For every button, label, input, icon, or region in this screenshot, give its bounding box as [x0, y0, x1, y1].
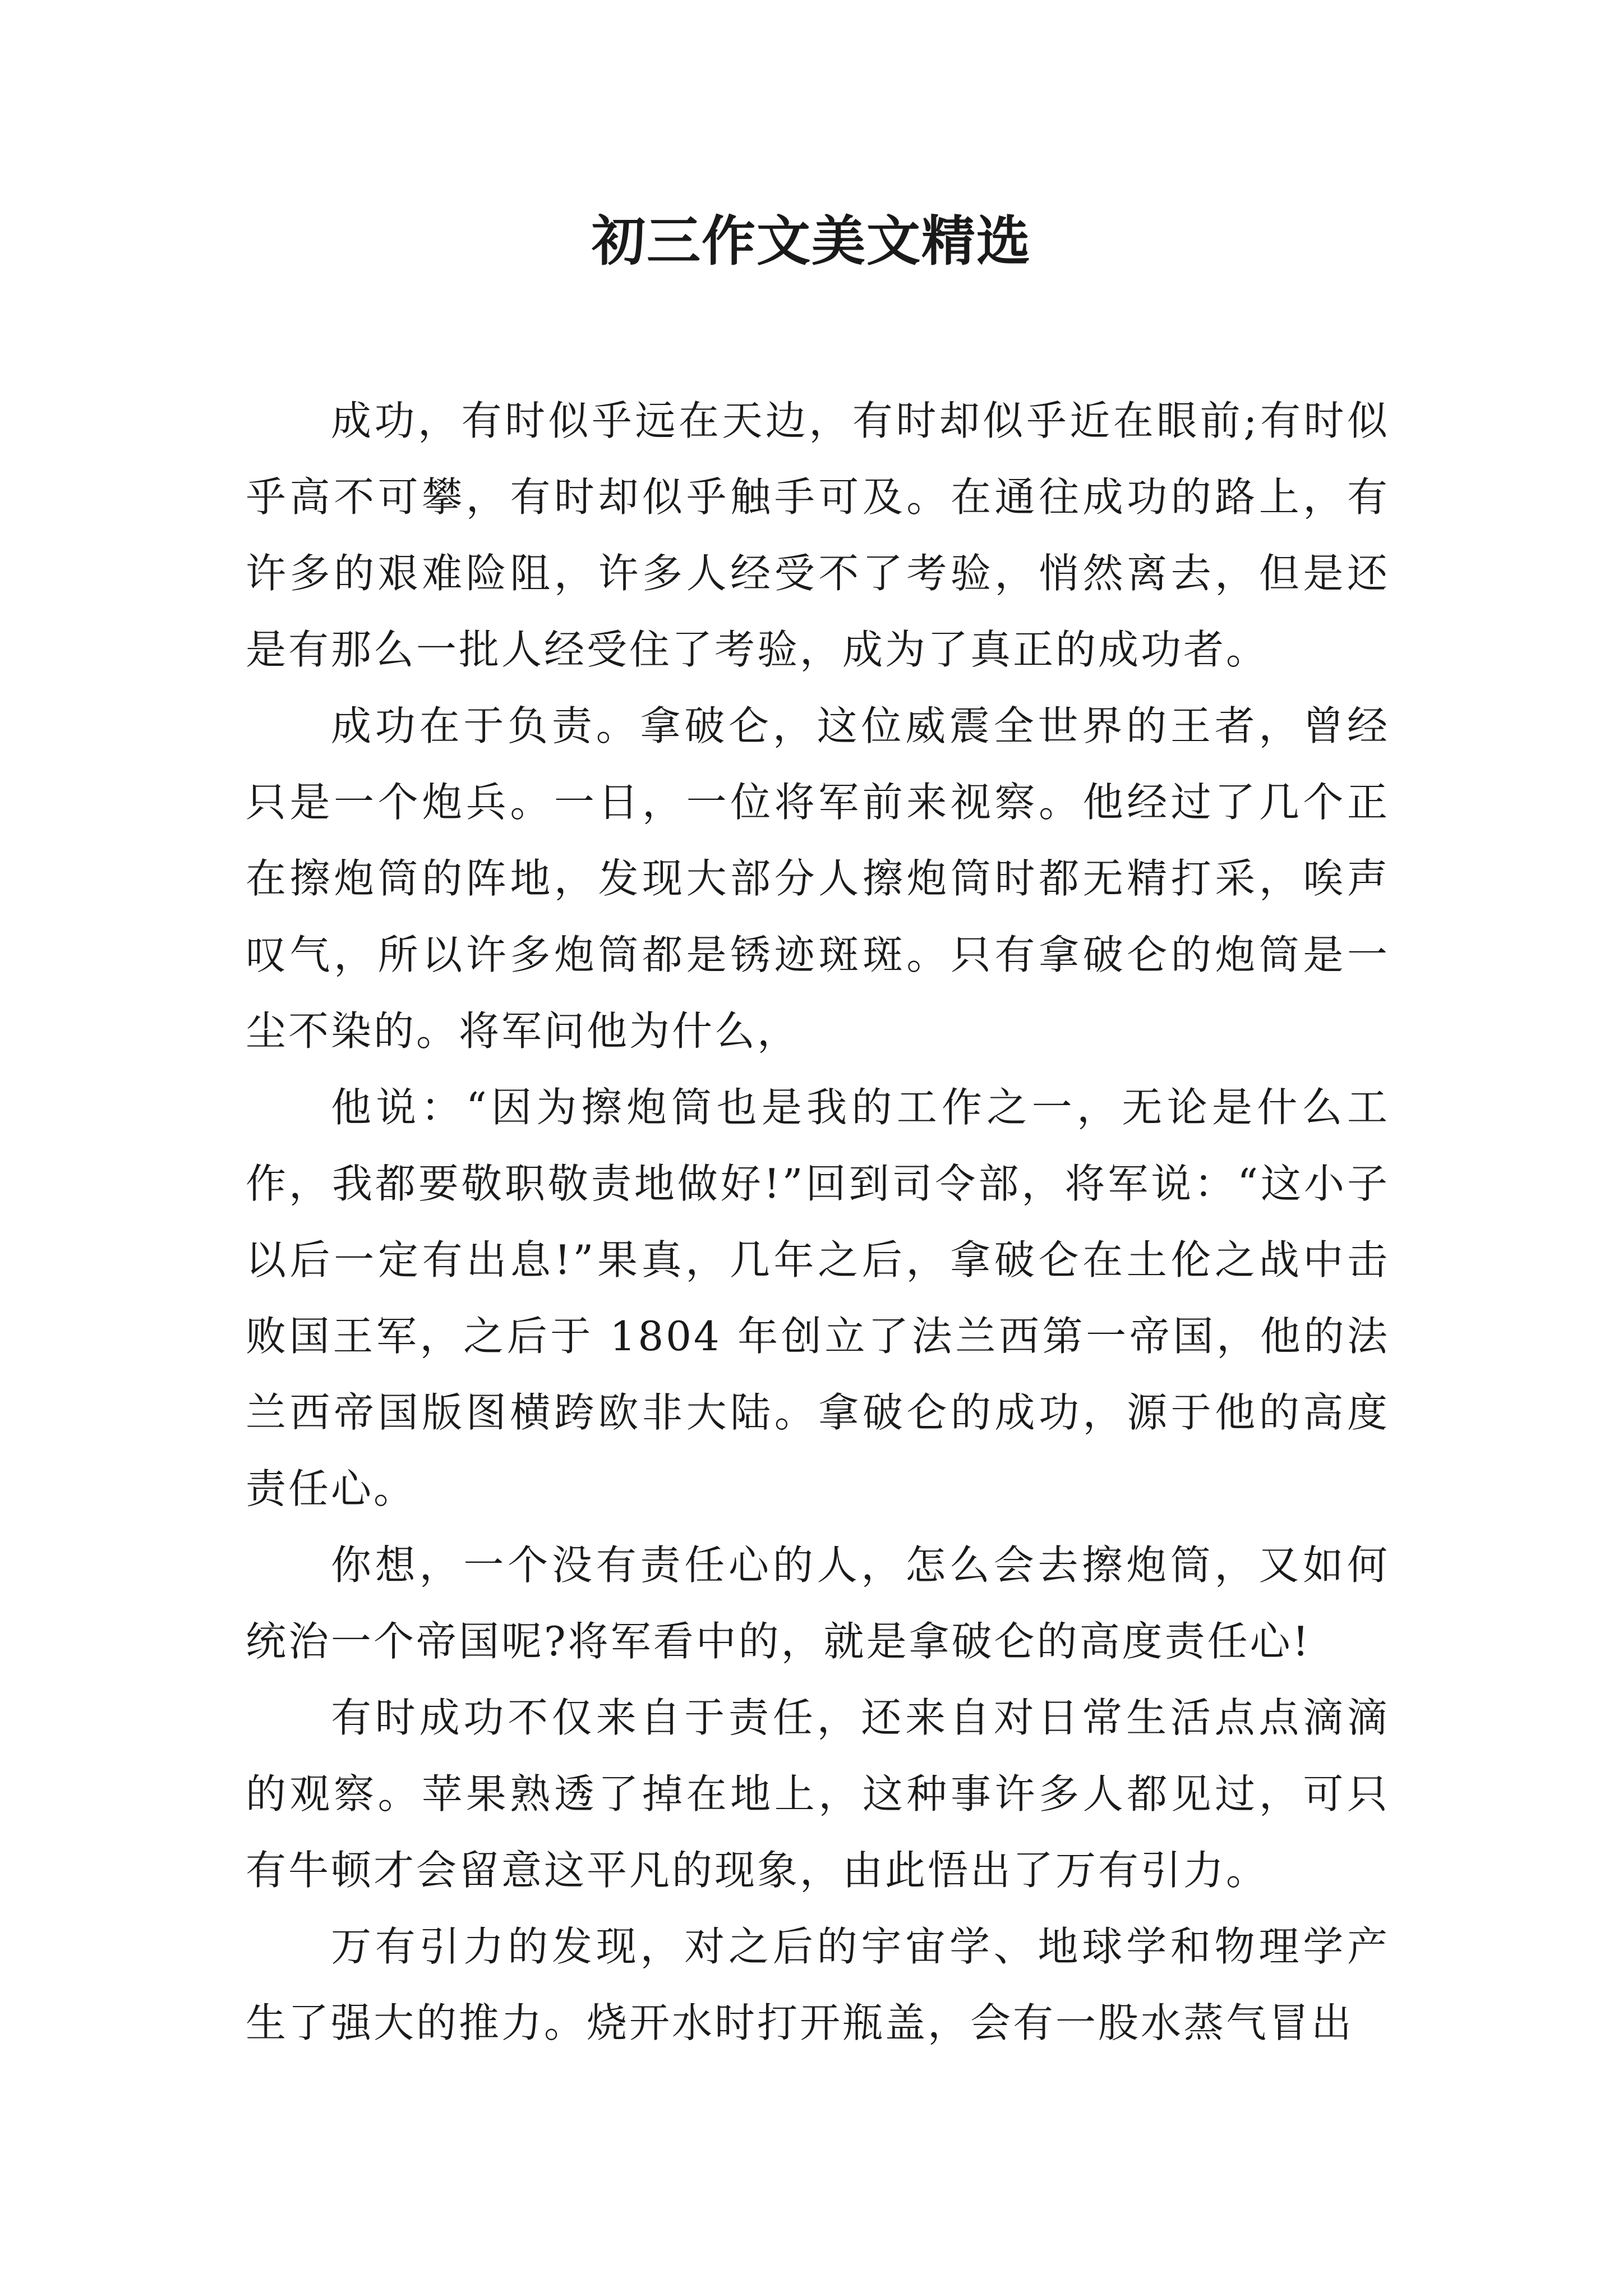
document-body — [246, 383, 1390, 2061]
paragraph: 成功，有时似乎远在天边，有时却似乎近在眼前;有时似乎高不可攀，有时却似乎触手可及。在通往成功的路上，有许多的艰难险阻，许多人经受不了考验，悄然离去，但是还是有那么一批人经受住了考验，成为了真正的成功者。 — [246, 397, 1390, 673]
paragraph: 他说：“因为擦炮筒也是我的工作之一，无论是什么工作，我都要敬职敬责地做好!”回到司令部，将军说：“这小子以后一定有出息!”果真，几年之后，拿破仑在土伦之战中击败国王军，之后于 1804 年创立了法兰西第一帝国，他的法兰西帝国版图横跨欧非大陆。拿破仑的成功，源于他的高度责任心。 — [246, 1084, 1390, 1512]
paragraph: 有时成功不仅来自于责任，还来自对日常生活点点滴滴的观察。苹果熟透了掉在地上，这种事许多人都见过，可只有牛顿才会留意这平凡的现象，由此悟出了万有引力。 — [246, 1694, 1390, 1894]
paragraph: 你想，一个没有责任心的人，怎么会去擦炮筒，又如何统治一个帝国呢?将军看中的，就是拿破仑的高度责任心! — [246, 1542, 1390, 1665]
paragraph: 成功在于负责。拿破仑，这位威震全世界的王者，曾经只是一个炮兵。一日，一位将军前来视察。他经过了几个正在擦炮筒的阵地，发现大部分人擦炮筒时都无精打采，唉声叹气，所以许多炮筒都是锈迹斑斑。只有拿破仑的炮筒是一尘不染的。将军问他为什么， — [246, 702, 1390, 1055]
paragraph: 万有引力的发现，对之后的宇宙学、地球学和物理学产生了强大的推力。烧开水时打开瓶盖，会有一股水蒸气冒出 — [246, 1923, 1390, 2046]
document-title: 初三作文美文精选 — [592, 209, 1031, 273]
